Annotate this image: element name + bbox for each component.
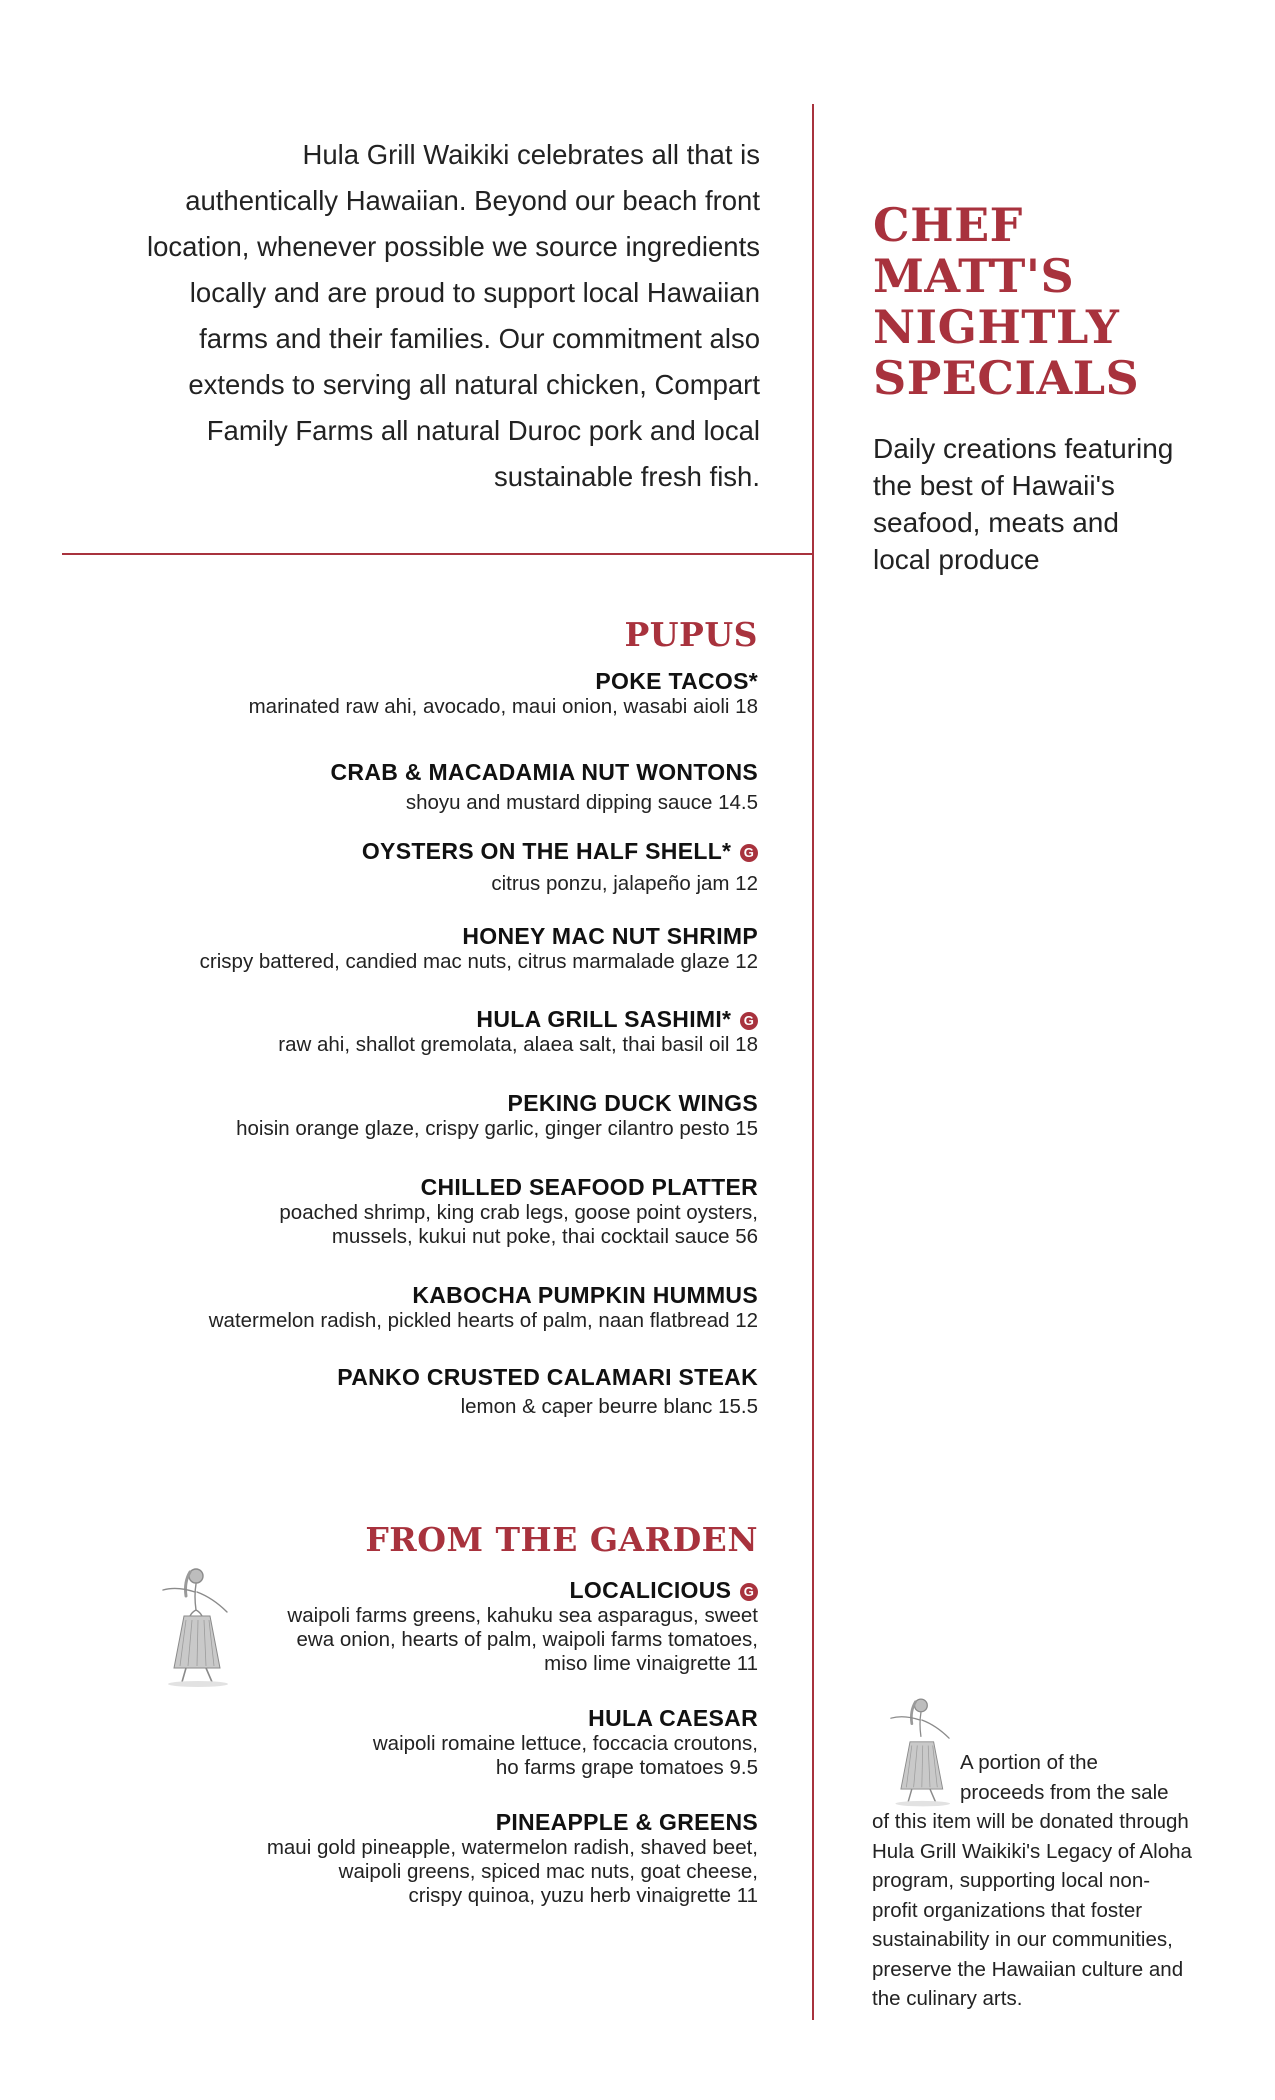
item-name: OYSTERS ON THE HALF SHELL* (361, 838, 732, 864)
item-desc: waipoli greens, spiced mac nuts, goat cheese, (338, 1860, 758, 1883)
intro-line: Family Farms all natural Duroc pork and local (206, 415, 760, 446)
donation-line: program, supporting local non- (872, 1869, 1151, 1892)
specials-desc-line: Daily creations featuring (873, 433, 1174, 464)
item-desc: maui gold pineapple, watermelon radish, shaved beet, (266, 1836, 758, 1859)
intro-line: farms and their families. Our commitment also (199, 323, 760, 354)
item-name: KABOCHA PUMPKIN HUMMUS (412, 1282, 758, 1308)
item-name: HULA CAESAR (588, 1705, 758, 1731)
item-name-row (120, 837, 758, 865)
specials-title-line: SPECIALS (873, 351, 1140, 405)
specials-title-line: CHEF MATT'S (873, 198, 1075, 303)
donation-line: A portion of the (960, 1751, 1098, 1774)
item-desc: ho farms grape tomatoes 9.5 (495, 1756, 758, 1779)
intro-line: Hula Grill Waikiki celebrates all that is (302, 139, 760, 170)
item-desc: crispy battered, candied mac nuts, citrus marmalade glaze 12 (199, 950, 758, 973)
donation-line: the culinary arts. (872, 1987, 1023, 2010)
item-desc: ewa onion, hearts of palm, waipoli farms tomatoes, (296, 1628, 758, 1651)
item-desc: poached shrimp, king crab legs, goose point oysters, (279, 1201, 758, 1224)
donation-note (872, 1748, 1242, 2014)
item-name: PANKO CRUSTED CALAMARI STEAK (337, 1364, 758, 1390)
specials-title-line: NIGHTLY (873, 300, 1120, 354)
item-desc: mussels, kukui nut poke, thai cocktail sauce 56 (331, 1225, 758, 1248)
nightly-specials-panel (873, 200, 1233, 578)
intro-line: locally and are proud to support local Hawaiian (189, 277, 760, 308)
section-title-garden: FROM THE GARDEN (365, 1520, 758, 1559)
donation-line: Hula Grill Waikiki's Legacy of Aloha (872, 1839, 1192, 1863)
menu-item (120, 758, 758, 815)
donation-line: sustainability in our communities, (872, 1928, 1173, 1951)
menu-item (120, 922, 758, 974)
item-desc: shoyu and mustard dipping sauce 14.5 (405, 791, 758, 814)
item-name: POKE TACOS* (595, 668, 758, 694)
menu-item (120, 667, 758, 719)
menu-item (120, 1363, 758, 1419)
intro-line: authentically Hawaiian. Beyond our beach front (185, 185, 760, 216)
item-name: CRAB & MACADAMIA NUT WONTONS (330, 759, 758, 785)
item-name: PEKING DUCK WINGS (507, 1090, 758, 1116)
intro-line: sustainable fresh fish. (494, 461, 760, 492)
specials-desc-line: local produce (873, 544, 1040, 575)
specials-description (873, 430, 1233, 578)
intro-line: location, whenever possible we source ingredients (147, 231, 760, 262)
item-desc: raw ahi, shallot gremolata, alaea salt, thai basil oil 18 (278, 1033, 758, 1056)
gluten-free-g-badge-icon: G (740, 1012, 758, 1030)
donation-line: proceeds from the sale (960, 1780, 1169, 1804)
menu-item (120, 837, 758, 896)
specials-desc-line: the best of Hawaii's (873, 470, 1115, 501)
menu-item (120, 1704, 758, 1780)
item-desc: miso lime vinaigrette 11 (544, 1652, 758, 1675)
menu-item (120, 1089, 758, 1141)
donation-line: preserve the Hawaiian culture and (872, 1957, 1184, 1981)
item-name: HULA GRILL SASHIMI* (476, 1006, 732, 1032)
item-desc: watermelon radish, pickled hearts of palm, naan flatbread 12 (208, 1309, 758, 1332)
item-desc: lemon & caper beurre blanc 15.5 (460, 1395, 758, 1418)
item-name: LOCALICIOUS (569, 1577, 732, 1603)
item-desc: hoisin orange glaze, crispy garlic, ginger cilantro pesto 15 (236, 1117, 758, 1140)
gluten-free-g-badge-icon: G (740, 844, 758, 862)
item-name-row (120, 1005, 758, 1033)
item-desc: waipoli romaine lettuce, foccacia croutons, (372, 1732, 758, 1755)
menu-item (120, 1281, 758, 1333)
menu-item (120, 1808, 758, 1908)
vertical-divider (812, 104, 814, 2020)
item-name: PINEAPPLE & GREENS (495, 1809, 758, 1835)
item-desc: citrus ponzu, jalapeño jam 12 (491, 872, 758, 895)
item-desc: waipoli farms greens, kahuku sea asparagus, sweet (287, 1604, 758, 1627)
gluten-free-g-badge-icon: G (740, 1583, 758, 1601)
menu-item (120, 1005, 758, 1057)
donation-line: of this item will be donated through (872, 1810, 1189, 1833)
item-name: HONEY MAC NUT SHRIMP (462, 923, 758, 949)
menu-item (120, 1173, 758, 1249)
specials-title (873, 200, 1233, 404)
item-desc: marinated raw ahi, avocado, maui onion, wasabi aioli 18 (248, 695, 758, 718)
donation-line: profit organizations that foster (872, 1898, 1143, 1922)
intro-line: extends to serving all natural chicken, Compart (188, 369, 760, 400)
pupus-section (120, 615, 758, 1419)
intro-paragraph (90, 132, 760, 500)
horizontal-divider (62, 553, 814, 555)
specials-desc-line: seafood, meats and (873, 507, 1119, 538)
hula-dancer-illustration-icon (140, 1560, 250, 1690)
item-name: CHILLED SEAFOOD PLATTER (420, 1174, 758, 1200)
section-title-pupus: PUPUS (624, 615, 758, 654)
item-desc: crispy quinoa, yuzu herb vinaigrette 11 (408, 1884, 758, 1907)
